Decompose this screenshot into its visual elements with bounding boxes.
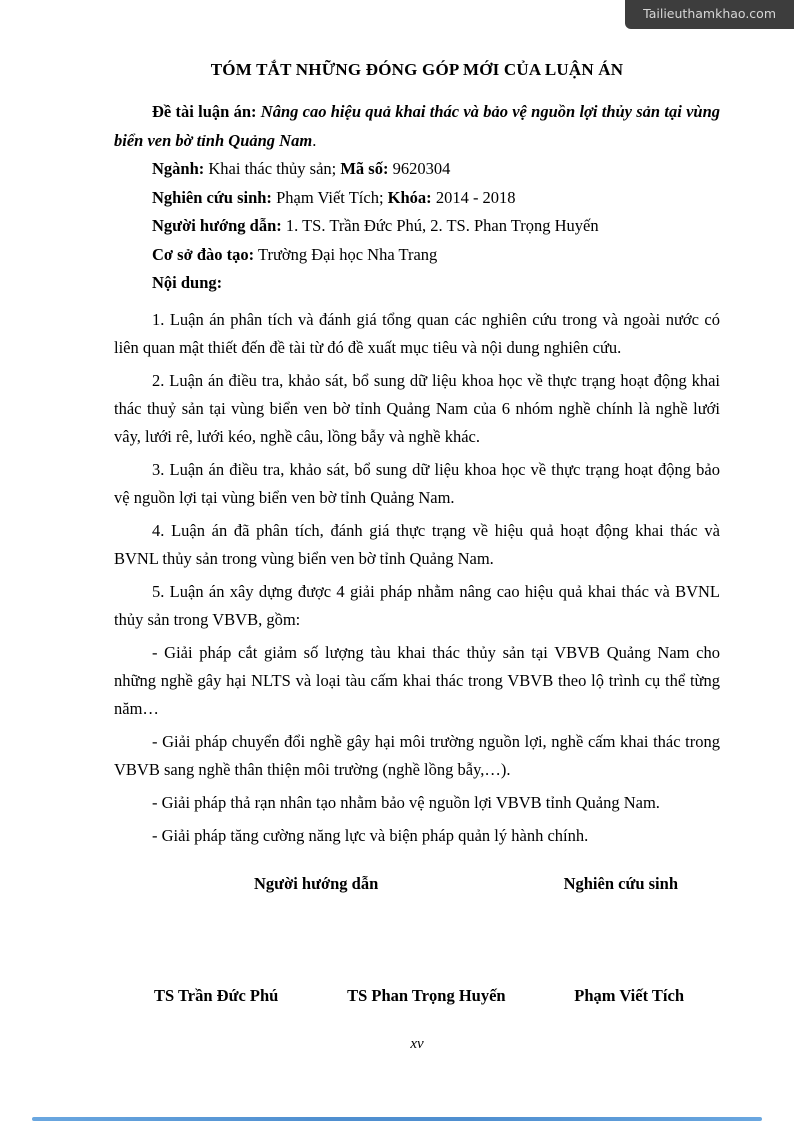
major-label: Ngành: [152,159,205,178]
paragraph: - Giải pháp cắt giảm số lượng tàu khai thác thủy sản tại VBVB Quảng Nam cho những nghề gây hại NLTS và loại tàu cấm khai thác trong VBVB theo lộ trình cụ thể từng năm… [114,642,720,718]
page-number: xv [410,1035,424,1052]
supervisors-line [114,212,720,241]
supervisors-label: Người hướng dẫn: [152,216,282,235]
candidate-value: Phạm Viết Tích; [276,187,384,207]
supervisors-value: 1. TS. Trần Đức Phú, 2. TS. Phan Trọng Huyến [285,216,599,235]
candidate-signature-heading: Nghiên cứu sinh [563,873,678,893]
signature-names-row [114,986,720,1006]
institution-value: Trường Đại học Nha Trang [257,244,438,264]
institution-label: Cơ sở đào tạo: [152,244,255,264]
candidate-label: Nghiên cứu sinh: [152,187,272,207]
content-heading-label: Nội dung: [152,273,223,292]
major-line [114,155,720,184]
institution-line [114,241,720,270]
code-label: Mã số: [340,159,389,178]
paragraph: 4. Luận án đã phân tích, đánh giá thực trạng về hiệu quả hoạt động khai thác và BVNL thủy sản trong vùng biển ven bờ tỉnh Quảng Nam. [114,520,720,568]
paragraph: 2. Luận án điều tra, khảo sát, bổ sung dữ liệu khoa học về thực trạng hoạt động khai thác thuỷ sản tại vùng biển ven bờ tỉnh Quảng Nam của 6 nhóm nghề chính là nghề lưới vây, lưới rê, lưới kéo, nghề câu, lồng bẫy và nghề khác. [114,370,720,446]
cohort-label: Khóa: [387,187,432,207]
thesis-title-period: . [312,130,317,150]
paragraph: 3. Luận án điều tra, khảo sát, bổ sung dữ liệu khoa học về thực trạng hoạt động bảo vệ nguồn lợi tại vùng biển ven bờ tỉnh Quảng Nam. [114,459,720,507]
thesis-title-label: Đề tài luận án: [152,102,257,121]
major-value: Khai thác thủy sản; [208,159,337,178]
paragraph: - Giải pháp thả rạn nhân tạo nhằm bảo vệ nguồn lợi VBVB tỉnh Quảng Nam. [152,792,660,812]
page-title: TÓM TẮT NHỮNG ĐÓNG GÓP MỚI CỦA LUẬN ÁN [210,60,624,79]
footer-divider-bar [32,1117,762,1121]
candidate-line [114,184,720,213]
supervisor-1-name: TS Trần Đức Phú [154,985,279,1005]
candidate-name: Phạm Viết Tích [574,985,684,1005]
thesis-title-value: Nâng cao hiệu quả khai thác và bảo vệ nguồn lợi thủy sản tại vùng biển ven bờ tỉnh Quảng Nam [114,102,720,150]
supervisor-signature-heading: Người hướng dẫn [254,873,379,893]
content-heading-line [114,269,720,298]
signature-headings-row [114,874,720,894]
paragraph: 5. Luận án xây dựng được 4 giải pháp nhằm nâng cao hiệu quả khai thác và BVNL thủy sản trong VBVB, gồm: [114,581,720,629]
paragraph: - Giải pháp chuyển đổi nghề gây hại môi trường nguồn lợi, nghề cấm khai thác trong VBVB sang nghề thân thiện môi trường (nghề lồng bẫy,…). [114,731,720,779]
watermark-badge[interactable]: Tailieuthamkhao.com [625,0,794,29]
paragraph: - Giải pháp tăng cường năng lực và biện pháp quản lý hành chính. [152,825,589,845]
cohort-value: 2014 - 2018 [435,187,516,207]
code-value: 9620304 [392,159,451,178]
supervisor-2-name: TS Phan Trọng Huyến [347,985,506,1005]
paragraph: 1. Luận án phân tích và đánh giá tổng quan các nghiên cứu trong và ngoài nước có liên quan mật thiết đến đề tài từ đó đề xuất mục tiêu và nội dung nghiên cứu. [114,309,720,357]
thesis-title-line [114,98,720,155]
